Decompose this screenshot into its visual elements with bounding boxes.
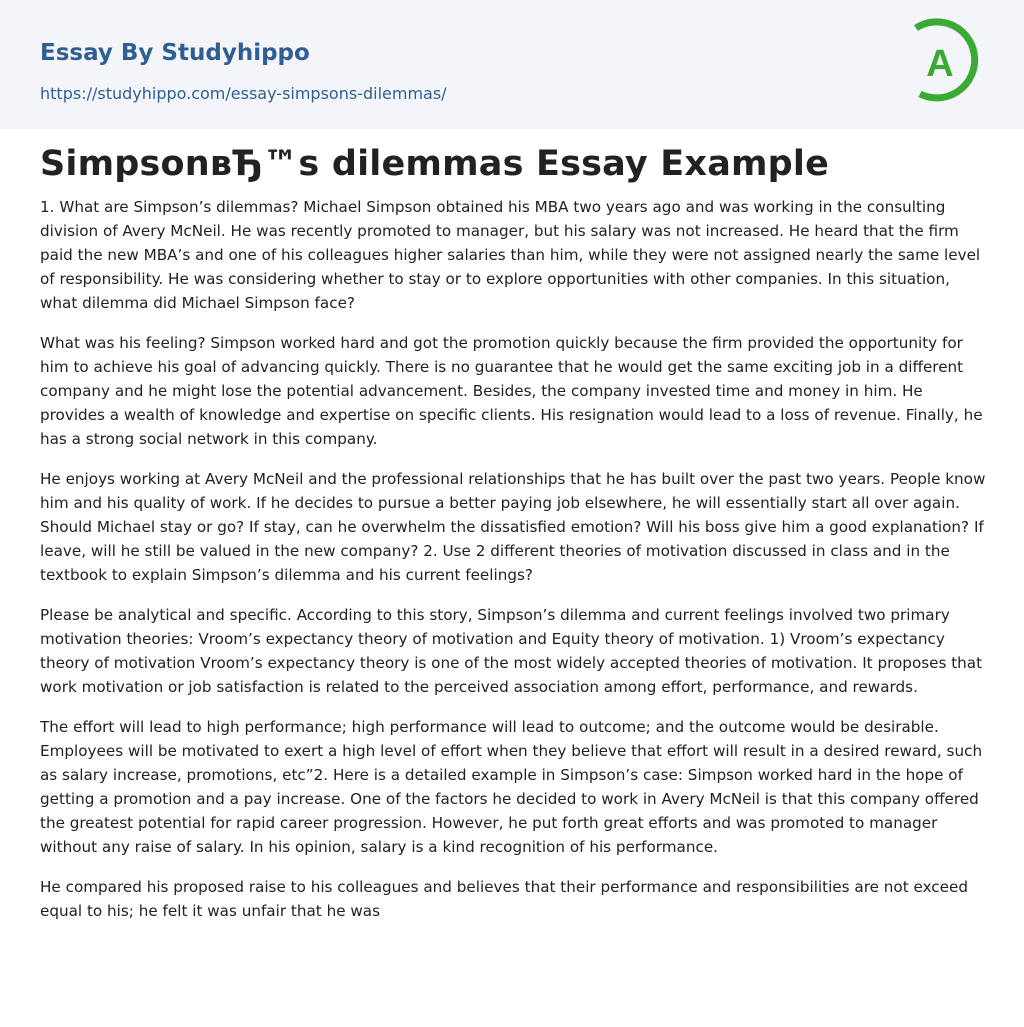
- site-brand[interactable]: Essay By Studyhippo: [40, 40, 310, 66]
- page-title: SimpsonвЂ™s dilemmas Essay Example: [40, 144, 830, 184]
- essay-paragraph: He enjoys working at Avery McNeil and the professional relationships that he has built over the past two years. People know him and his quality of work. If he decides to pursue a better paying job elsewhere, he will essentially start all over again. Should Michael stay or go? If stay, can he overwhelm the dissatisfied emotion? Will his boss give him a good explanation? If leave, will he still be valued in the new company? 2. Use 2 different theories of motivation discussed in class and in the textbook to explain Simpson’s dilemma and his current feelings?: [40, 470, 986, 584]
- essay-body: [40, 195, 986, 939]
- page-url-link[interactable]: https://studyhippo.com/essay-simpsons-dilemmas/: [40, 84, 447, 103]
- studyhippo-logo-icon[interactable]: [906, 16, 990, 108]
- site-header: [0, 0, 1024, 129]
- essay-paragraph: What was his feeling? Simpson worked hard and got the promotion quickly because the firm provided the opportunity for him to achieve his goal of advancing quickly. There is no guarantee that he would get the same exciting job in a different company and he might lose the potential advancement. Besides, the company invested time and money in him. He provides a wealth of knowledge and expertise on specific clients. His resignation would lead to a loss of revenue. Finally, he has a strong social network in this company.: [40, 334, 983, 448]
- essay-paragraph: He compared his proposed raise to his colleagues and believes that their performance and responsibilities are not exceed equal to his; he felt it was unfair that he was: [40, 878, 968, 920]
- essay-paragraph: 1. What are Simpson’s dilemmas? Michael Simpson obtained his MBA two years ago and was working in the consulting division of Avery McNeil. He was recently promoted to manager, but his salary was not increased. He heard that the firm paid the new MBA’s and one of his colleagues higher salaries than him, while they were not assigned nearly the same level of responsibility. He was considering whether to stay or to explore opportunities with other companies. In this situation, what dilemma did Michael Simpson face?: [40, 198, 981, 312]
- essay-paragraph: Please be analytical and specific. According to this story, Simpson’s dilemma and current feelings involved two primary motivation theories: Vroom’s expectancy theory of motivation and Equity theory of motivation. 1) Vroom’s expectancy theory of motivation Vroom’s expectancy theory is one of the most widely accepted theories of motivation. It proposes that work motivation or job satisfaction is related to the perceived association among effort, performance, and rewards.: [40, 606, 983, 696]
- logo-letter: A: [926, 43, 954, 85]
- essay-paragraph: The effort will lead to high performance; high performance will lead to outcome; and the outcome would be desirable. Employees will be motivated to exert a high level of effort when they believe that effort will result in a desired reward, such as salary increase, promotions, etc”2. Here is a detailed example in Simpson’s case: Simpson worked hard in the hope of getting a promotion and a pay increase. One of the factors he decided to work in Avery McNeil is that this company offered the greatest potential for rapid career progression. However, he put forth great efforts and was promoted to manager without any raise of salary. In his opinion, salary is a kind recognition of his performance.: [40, 718, 983, 856]
